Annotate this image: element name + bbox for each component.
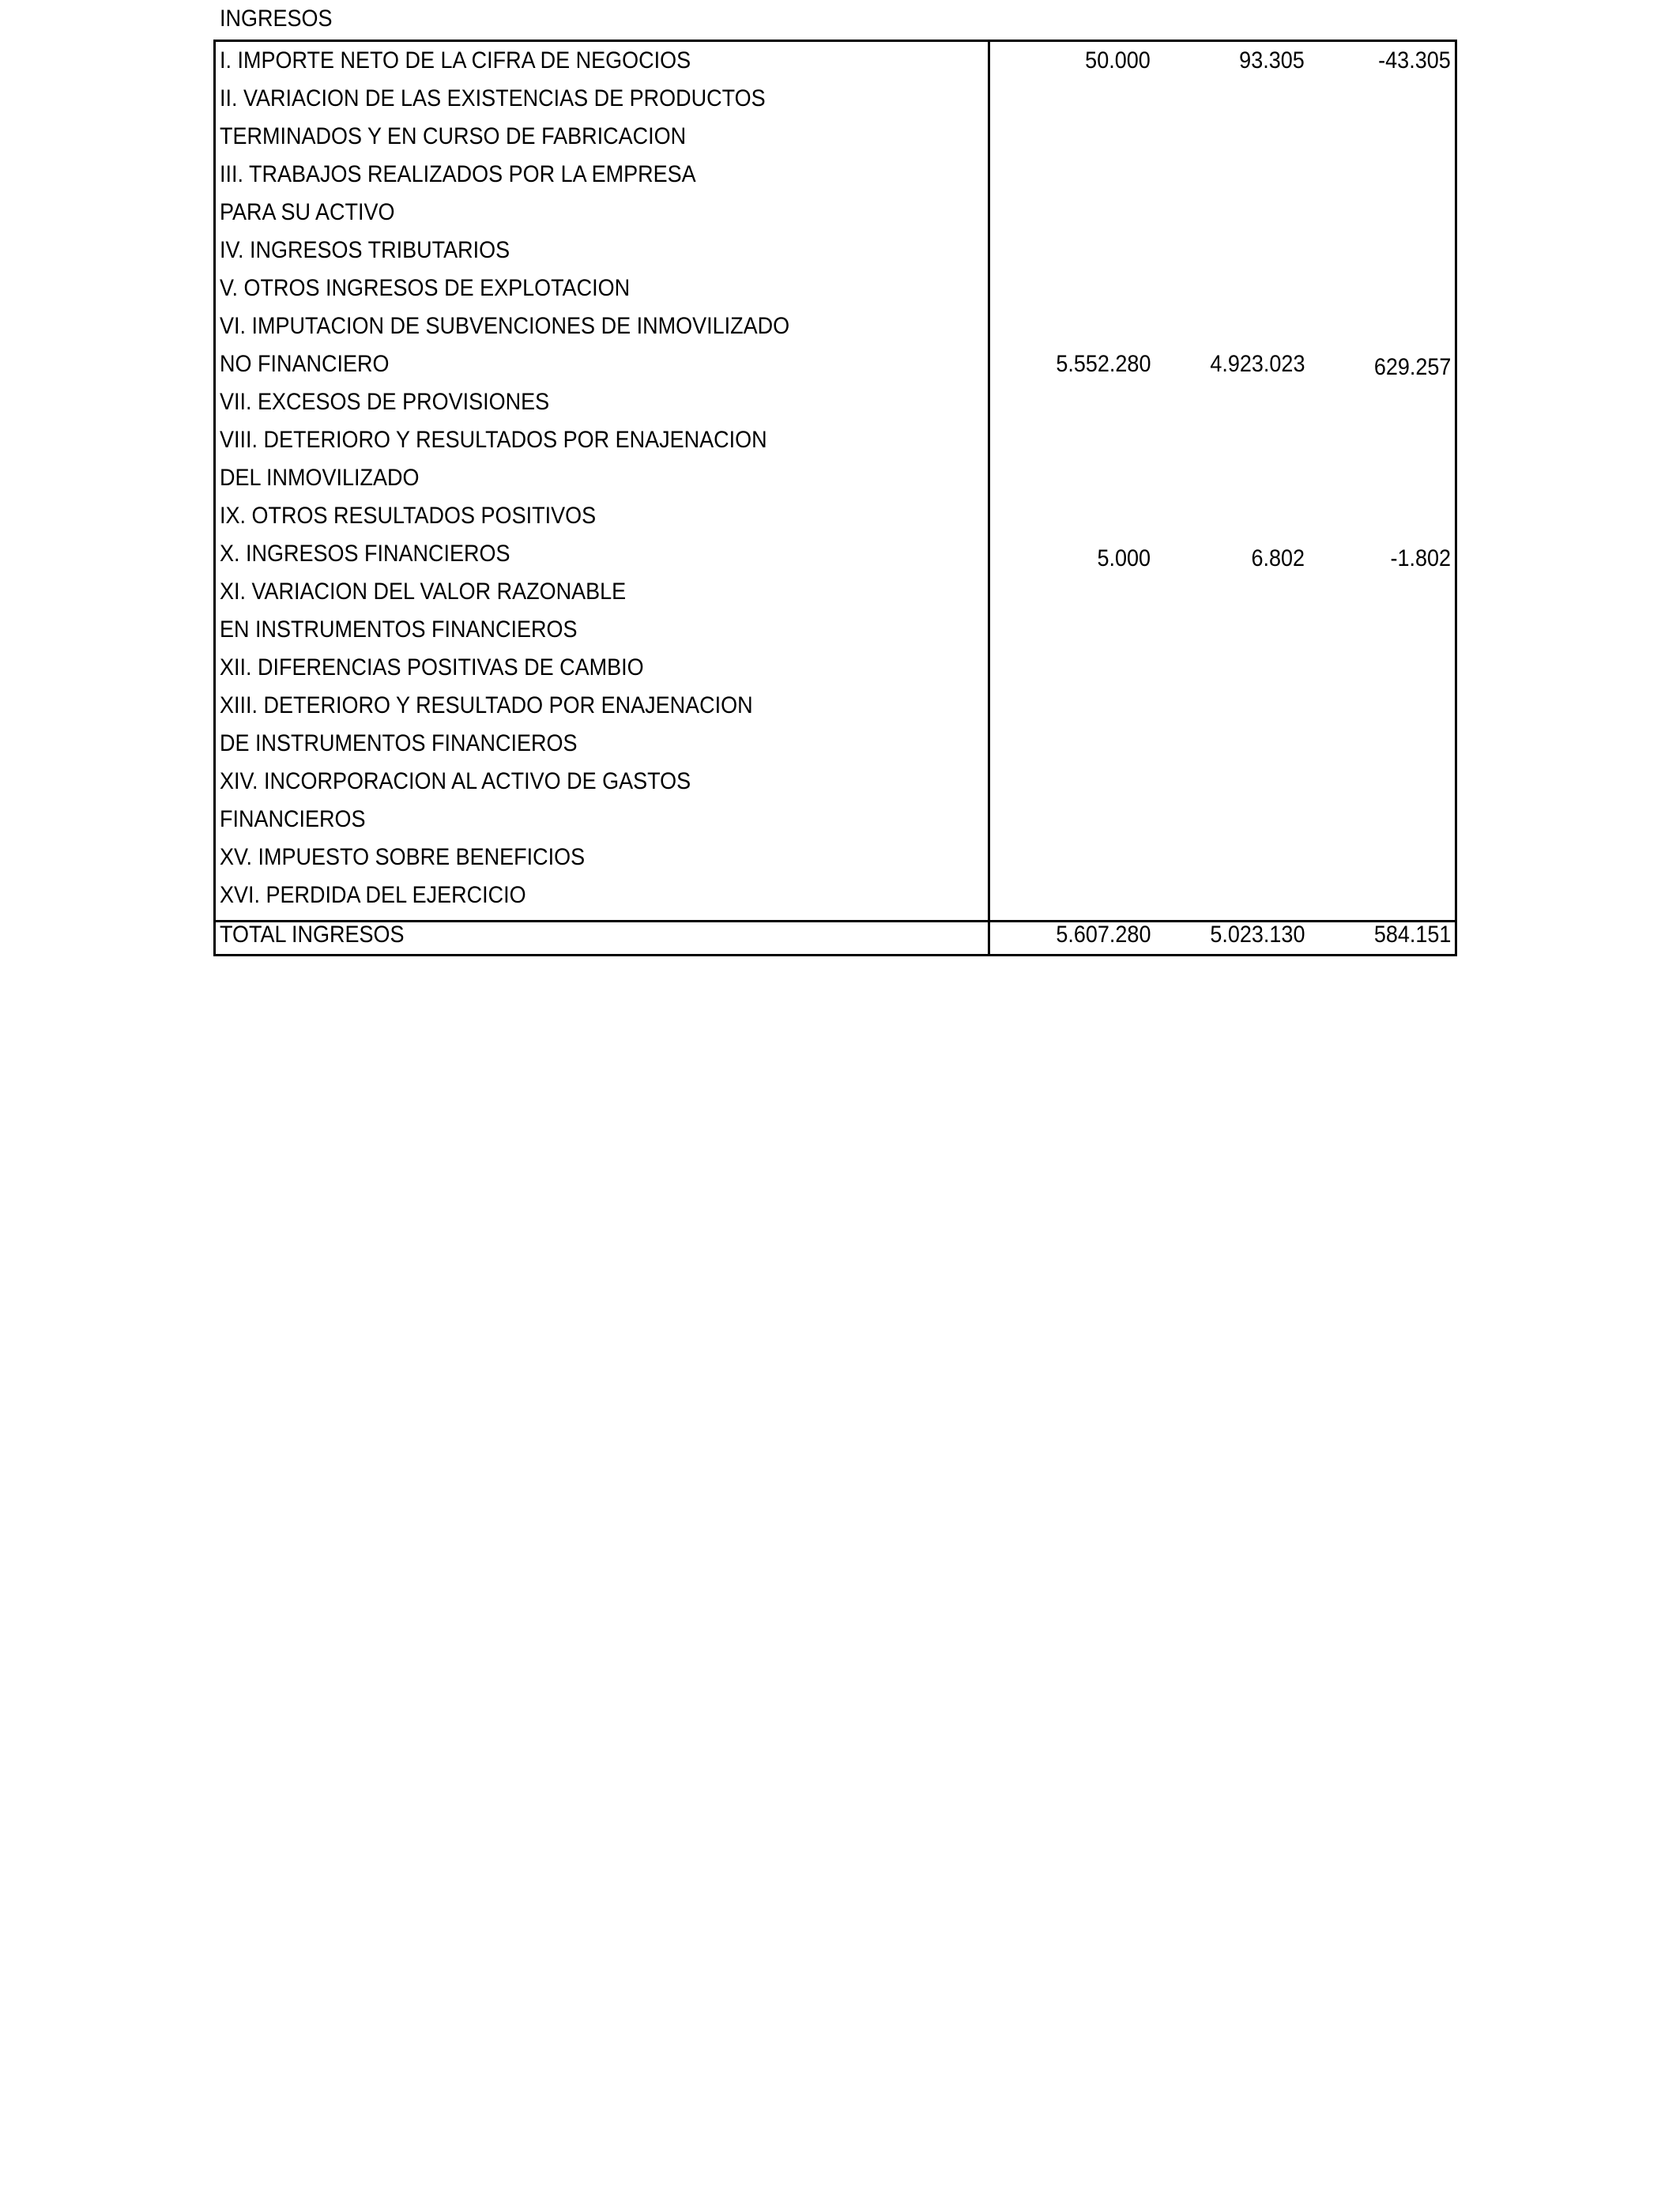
row-value-1: 50.000 xyxy=(1085,47,1151,74)
table-row xyxy=(216,421,1455,459)
table-row xyxy=(216,801,1455,839)
row-label: TERMINADOS Y EN CURSO DE FABRICACION xyxy=(220,123,687,149)
table-row xyxy=(216,383,1455,421)
row-label: XV. IMPUESTO SOBRE BENEFICIOS xyxy=(220,844,586,870)
table-row xyxy=(216,80,1455,118)
row-label: IV. INGRESOS TRIBUTARIOS xyxy=(220,237,510,263)
table-row xyxy=(216,763,1455,801)
row-value-2: 6.802 xyxy=(1251,545,1305,571)
row-label: IX. OTROS RESULTADOS POSITIVOS xyxy=(220,503,597,529)
row-value-3: -1.802 xyxy=(1390,545,1451,571)
row-label: NO FINANCIERO xyxy=(220,351,390,377)
table-row xyxy=(216,649,1455,687)
row-label: DEL INMOVILIZADO xyxy=(220,465,420,491)
table-row xyxy=(216,611,1455,649)
row-label: DE INSTRUMENTOS FINANCIEROS xyxy=(220,730,578,756)
row-value-2: 93.305 xyxy=(1239,47,1305,74)
table-row xyxy=(216,497,1455,535)
table-row xyxy=(216,232,1455,270)
row-label: V. OTROS INGRESOS DE EXPLOTACION xyxy=(220,275,631,301)
row-label: FINANCIEROS xyxy=(220,806,366,832)
table-row xyxy=(216,725,1455,763)
row-label: XIV. INCORPORACION AL ACTIVO DE GASTOS xyxy=(220,768,691,794)
row-value-3: -43.305 xyxy=(1378,47,1451,74)
table-row xyxy=(216,270,1455,307)
table-row xyxy=(216,573,1455,611)
row-label: XII. DIFERENCIAS POSITIVAS DE CAMBIO xyxy=(220,654,644,680)
row-label: XVI. PERDIDA DEL EJERCICIO xyxy=(220,882,526,908)
table-row xyxy=(216,118,1455,156)
row-label: XI. VARIACION DEL VALOR RAZONABLE xyxy=(220,579,627,605)
income-table xyxy=(213,40,1457,956)
row-label: VIII. DETERIORO Y RESULTADOS POR ENAJENACION xyxy=(220,427,767,453)
section-title: INGRESOS xyxy=(220,6,333,32)
row-label: II. VARIACION DE LAS EXISTENCIAS DE PRODUCTOS xyxy=(220,85,766,111)
row-label: XIII. DETERIORO Y RESULTADO POR ENAJENACION xyxy=(220,692,753,718)
row-value-2: 4.923.023 xyxy=(1209,351,1305,377)
row-value-1: 5.552.280 xyxy=(1055,351,1151,377)
total-value-3: 584.151 xyxy=(1373,922,1451,948)
row-label: III. TRABAJOS REALIZADOS POR LA EMPRESA xyxy=(220,161,696,187)
table-row xyxy=(216,687,1455,725)
table-row xyxy=(216,42,1455,80)
table-row xyxy=(216,307,1455,345)
row-label: I. IMPORTE NETO DE LA CIFRA DE NEGOCIOS xyxy=(220,47,691,74)
row-label: VII. EXCESOS DE PROVISIONES xyxy=(220,389,550,415)
row-label: X. INGRESOS FINANCIEROS xyxy=(220,541,510,567)
total-label: TOTAL INGRESOS xyxy=(220,922,405,948)
table-row xyxy=(216,876,1455,914)
total-value-2: 5.023.130 xyxy=(1209,922,1305,948)
table-row xyxy=(216,459,1455,497)
table-row xyxy=(216,156,1455,194)
row-label: VI. IMPUTACION DE SUBVENCIONES DE INMOVILIZADO xyxy=(220,313,790,339)
row-label: PARA SU ACTIVO xyxy=(220,199,395,225)
table-row xyxy=(216,839,1455,876)
total-row xyxy=(216,916,1455,954)
table-row xyxy=(216,535,1455,573)
row-label: EN INSTRUMENTOS FINANCIEROS xyxy=(220,616,578,643)
row-value-3: 629.257 xyxy=(1373,354,1451,380)
row-value-1: 5.000 xyxy=(1097,545,1151,571)
table-row xyxy=(216,345,1455,383)
total-value-1: 5.607.280 xyxy=(1055,922,1151,948)
table-row xyxy=(216,194,1455,232)
